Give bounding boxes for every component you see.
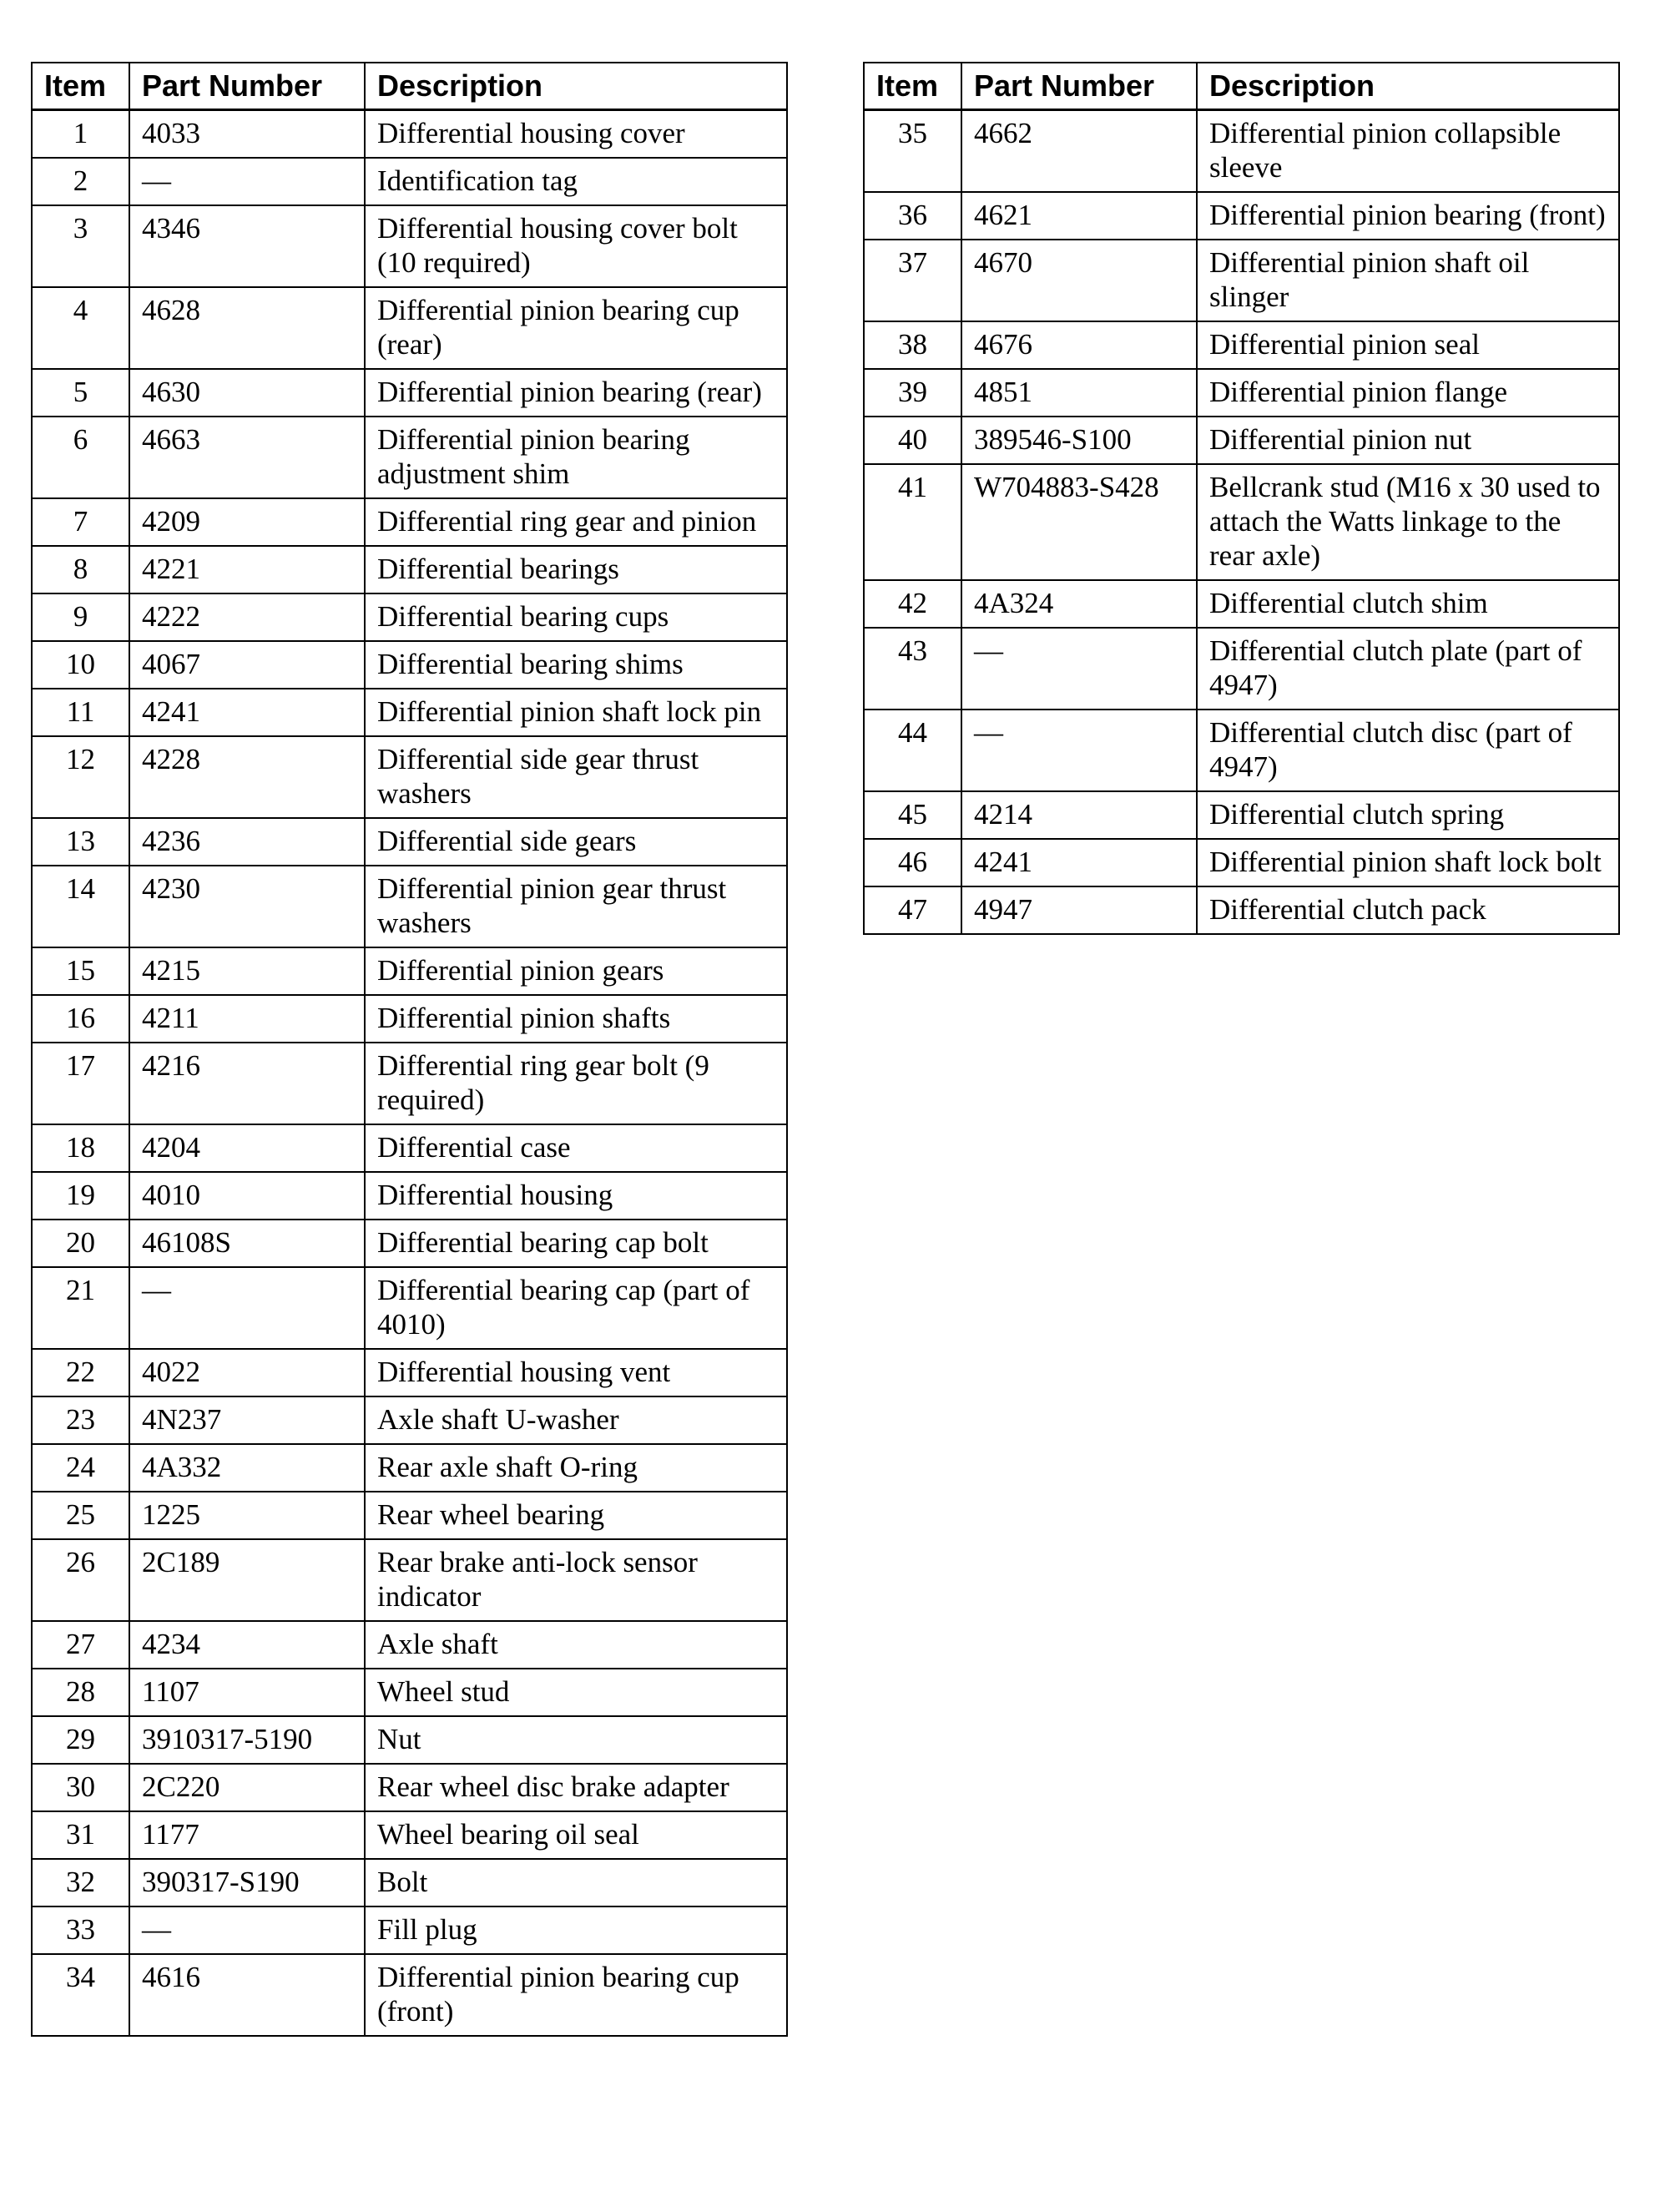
part-number-cell: 4216 bbox=[129, 1043, 365, 1124]
part-number-cell: — bbox=[961, 628, 1197, 710]
table-row bbox=[864, 464, 1619, 580]
part-number-cell: 46108S bbox=[129, 1220, 365, 1267]
part-number-cell: 4346 bbox=[129, 205, 365, 287]
item-cell: 7 bbox=[32, 498, 129, 546]
part-number-cell: 4010 bbox=[129, 1172, 365, 1220]
description-cell: Rear axle shaft O-ring bbox=[365, 1444, 787, 1492]
table-header-row bbox=[32, 63, 787, 110]
description-cell: Differential pinion bearing adjustment shim bbox=[365, 417, 787, 498]
table-body-right bbox=[864, 110, 1619, 935]
part-number-cell: 390317-S190 bbox=[129, 1859, 365, 1906]
item-cell: 9 bbox=[32, 593, 129, 641]
description-cell: Differential side gears bbox=[365, 818, 787, 866]
table-row bbox=[864, 791, 1619, 839]
item-cell: 3 bbox=[32, 205, 129, 287]
item-cell: 12 bbox=[32, 736, 129, 818]
item-cell: 17 bbox=[32, 1043, 129, 1124]
item-cell: 5 bbox=[32, 369, 129, 417]
description-cell: Differential housing cover bolt (10 required) bbox=[365, 205, 787, 287]
table-row bbox=[32, 498, 787, 546]
item-cell: 23 bbox=[32, 1396, 129, 1444]
part-number-cell: 4241 bbox=[961, 839, 1197, 886]
item-cell: 25 bbox=[32, 1492, 129, 1539]
part-number-cell: — bbox=[129, 1267, 365, 1349]
item-cell: 47 bbox=[864, 886, 961, 934]
item-cell: 22 bbox=[32, 1349, 129, 1396]
table-row bbox=[864, 417, 1619, 464]
item-cell: 10 bbox=[32, 641, 129, 689]
item-cell: 40 bbox=[864, 417, 961, 464]
item-cell: 18 bbox=[32, 1124, 129, 1172]
part-number-cell: 1225 bbox=[129, 1492, 365, 1539]
table-row bbox=[32, 1220, 787, 1267]
table-row bbox=[32, 1444, 787, 1492]
part-number-cell: 1107 bbox=[129, 1669, 365, 1716]
item-cell: 16 bbox=[32, 995, 129, 1043]
part-number-cell: 4241 bbox=[129, 689, 365, 736]
item-column-header: Item bbox=[32, 63, 129, 110]
part-number-cell: 4N237 bbox=[129, 1396, 365, 1444]
item-cell: 11 bbox=[32, 689, 129, 736]
part-number-column-header: Part Number bbox=[129, 63, 365, 110]
description-cell: Differential pinion shaft lock bolt bbox=[1197, 839, 1619, 886]
part-number-cell: 4022 bbox=[129, 1349, 365, 1396]
item-cell: 32 bbox=[32, 1859, 129, 1906]
description-cell: Differential clutch plate (part of 4947) bbox=[1197, 628, 1619, 710]
table-row bbox=[32, 866, 787, 947]
table-row bbox=[32, 818, 787, 866]
table-row bbox=[32, 110, 787, 159]
description-cell: Differential pinion shaft oil slinger bbox=[1197, 240, 1619, 321]
table-row bbox=[32, 1396, 787, 1444]
table-row bbox=[32, 1043, 787, 1124]
description-column-header: Description bbox=[365, 63, 787, 110]
table-row bbox=[32, 287, 787, 369]
description-cell: Differential housing bbox=[365, 1172, 787, 1220]
table-row bbox=[864, 710, 1619, 791]
description-cell: Differential bearing cups bbox=[365, 593, 787, 641]
part-number-cell: 4204 bbox=[129, 1124, 365, 1172]
part-number-cell: 4A332 bbox=[129, 1444, 365, 1492]
description-cell: Bolt bbox=[365, 1859, 787, 1906]
item-cell: 34 bbox=[32, 1954, 129, 2036]
description-cell: Differential bearing shims bbox=[365, 641, 787, 689]
table-header-row bbox=[864, 63, 1619, 110]
table-row bbox=[32, 1716, 787, 1764]
description-cell: Nut bbox=[365, 1716, 787, 1764]
part-number-cell: 4067 bbox=[129, 641, 365, 689]
item-cell: 46 bbox=[864, 839, 961, 886]
description-cell: Differential bearing cap (part of 4010) bbox=[365, 1267, 787, 1349]
part-number-cell: 4215 bbox=[129, 947, 365, 995]
item-cell: 29 bbox=[32, 1716, 129, 1764]
table-row bbox=[32, 1669, 787, 1716]
item-cell: 43 bbox=[864, 628, 961, 710]
table-row bbox=[32, 689, 787, 736]
description-cell: Differential ring gear and pinion bbox=[365, 498, 787, 546]
item-cell: 27 bbox=[32, 1621, 129, 1669]
description-cell: Wheel bearing oil seal bbox=[365, 1811, 787, 1859]
table-row bbox=[32, 369, 787, 417]
table-row bbox=[864, 321, 1619, 369]
part-number-cell: 4230 bbox=[129, 866, 365, 947]
table-row bbox=[32, 995, 787, 1043]
item-cell: 8 bbox=[32, 546, 129, 593]
table-row bbox=[32, 158, 787, 205]
parts-table-left bbox=[31, 62, 788, 2037]
item-cell: 33 bbox=[32, 1906, 129, 1954]
part-number-cell: 1177 bbox=[129, 1811, 365, 1859]
part-number-cell: 4663 bbox=[129, 417, 365, 498]
item-cell: 35 bbox=[864, 110, 961, 193]
item-cell: 39 bbox=[864, 369, 961, 417]
description-cell: Differential clutch shim bbox=[1197, 580, 1619, 628]
part-number-cell: — bbox=[129, 1906, 365, 1954]
part-number-cell: 4209 bbox=[129, 498, 365, 546]
item-cell: 15 bbox=[32, 947, 129, 995]
description-cell: Differential case bbox=[365, 1124, 787, 1172]
description-cell: Differential ring gear bolt (9 required) bbox=[365, 1043, 787, 1124]
item-cell: 37 bbox=[864, 240, 961, 321]
table-row bbox=[32, 546, 787, 593]
description-cell: Rear brake anti-lock sensor indicator bbox=[365, 1539, 787, 1621]
table-row bbox=[32, 736, 787, 818]
table-row bbox=[864, 839, 1619, 886]
description-cell: Differential housing cover bbox=[365, 110, 787, 159]
item-cell: 38 bbox=[864, 321, 961, 369]
description-cell: Differential clutch spring bbox=[1197, 791, 1619, 839]
item-cell: 26 bbox=[32, 1539, 129, 1621]
part-number-cell: 4222 bbox=[129, 593, 365, 641]
item-cell: 19 bbox=[32, 1172, 129, 1220]
description-cell: Differential clutch disc (part of 4947) bbox=[1197, 710, 1619, 791]
part-number-cell: 4662 bbox=[961, 110, 1197, 193]
description-cell: Differential pinion shafts bbox=[365, 995, 787, 1043]
part-number-cell: 4234 bbox=[129, 1621, 365, 1669]
table-row bbox=[864, 628, 1619, 710]
table-row bbox=[32, 1764, 787, 1811]
item-cell: 36 bbox=[864, 192, 961, 240]
description-cell: Differential pinion collapsible sleeve bbox=[1197, 110, 1619, 193]
description-cell: Differential pinion bearing cup (front) bbox=[365, 1954, 787, 2036]
part-number-cell: — bbox=[129, 158, 365, 205]
table-row bbox=[32, 1811, 787, 1859]
table-row bbox=[864, 240, 1619, 321]
part-number-cell: 4670 bbox=[961, 240, 1197, 321]
part-number-cell: 4676 bbox=[961, 321, 1197, 369]
description-cell: Differential clutch pack bbox=[1197, 886, 1619, 934]
table-row bbox=[864, 110, 1619, 193]
item-cell: 45 bbox=[864, 791, 961, 839]
table-row bbox=[32, 417, 787, 498]
description-column-header: Description bbox=[1197, 63, 1619, 110]
description-cell: Wheel stud bbox=[365, 1669, 787, 1716]
table-row bbox=[864, 369, 1619, 417]
part-number-cell: 4033 bbox=[129, 110, 365, 159]
part-number-cell: 4211 bbox=[129, 995, 365, 1043]
description-cell: Differential bearings bbox=[365, 546, 787, 593]
description-cell: Differential pinion gear thrust washers bbox=[365, 866, 787, 947]
table-row bbox=[864, 886, 1619, 934]
part-number-cell: 4236 bbox=[129, 818, 365, 866]
table-row bbox=[32, 1954, 787, 2036]
table-row bbox=[32, 1859, 787, 1906]
table-row bbox=[32, 205, 787, 287]
item-cell: 41 bbox=[864, 464, 961, 580]
description-cell: Differential pinion gears bbox=[365, 947, 787, 995]
description-cell: Fill plug bbox=[365, 1906, 787, 1954]
part-number-cell: W704883-S428 bbox=[961, 464, 1197, 580]
item-cell: 13 bbox=[32, 818, 129, 866]
description-cell: Rear wheel bearing bbox=[365, 1492, 787, 1539]
part-number-cell: 4221 bbox=[129, 546, 365, 593]
description-cell: Differential pinion flange bbox=[1197, 369, 1619, 417]
part-number-column-header: Part Number bbox=[961, 63, 1197, 110]
table-body-left bbox=[32, 110, 787, 2037]
description-cell: Differential pinion shaft lock pin bbox=[365, 689, 787, 736]
part-number-cell: 4628 bbox=[129, 287, 365, 369]
part-number-cell: 4947 bbox=[961, 886, 1197, 934]
part-number-cell: 2C220 bbox=[129, 1764, 365, 1811]
item-cell: 28 bbox=[32, 1669, 129, 1716]
item-cell: 31 bbox=[32, 1811, 129, 1859]
part-number-cell: 389546-S100 bbox=[961, 417, 1197, 464]
part-number-cell: 4621 bbox=[961, 192, 1197, 240]
item-cell: 1 bbox=[32, 110, 129, 159]
table-row bbox=[32, 1267, 787, 1349]
description-cell: Rear wheel disc brake adapter bbox=[365, 1764, 787, 1811]
description-cell: Differential pinion nut bbox=[1197, 417, 1619, 464]
description-cell: Differential housing vent bbox=[365, 1349, 787, 1396]
item-cell: 4 bbox=[32, 287, 129, 369]
table-row bbox=[32, 1621, 787, 1669]
table-row bbox=[864, 192, 1619, 240]
table-row bbox=[32, 947, 787, 995]
part-number-cell: 4214 bbox=[961, 791, 1197, 839]
item-cell: 24 bbox=[32, 1444, 129, 1492]
item-cell: 6 bbox=[32, 417, 129, 498]
description-cell: Axle shaft bbox=[365, 1621, 787, 1669]
part-number-cell: 2C189 bbox=[129, 1539, 365, 1621]
item-cell: 20 bbox=[32, 1220, 129, 1267]
table-row bbox=[32, 641, 787, 689]
item-cell: 44 bbox=[864, 710, 961, 791]
item-cell: 21 bbox=[32, 1267, 129, 1349]
part-number-cell: 3910317-5190 bbox=[129, 1716, 365, 1764]
part-number-cell: 4630 bbox=[129, 369, 365, 417]
description-cell: Identification tag bbox=[365, 158, 787, 205]
description-cell: Differential pinion bearing (front) bbox=[1197, 192, 1619, 240]
table-row bbox=[32, 593, 787, 641]
description-cell: Bellcrank stud (M16 x 30 used to attach the Watts linkage to the rear axle) bbox=[1197, 464, 1619, 580]
description-cell: Differential pinion bearing cup (rear) bbox=[365, 287, 787, 369]
part-number-cell: 4A324 bbox=[961, 580, 1197, 628]
description-cell: Differential bearing cap bolt bbox=[365, 1220, 787, 1267]
table-row bbox=[32, 1124, 787, 1172]
table-row bbox=[864, 580, 1619, 628]
item-cell: 2 bbox=[32, 158, 129, 205]
description-cell: Differential pinion bearing (rear) bbox=[365, 369, 787, 417]
table-row bbox=[32, 1349, 787, 1396]
part-number-cell: 4616 bbox=[129, 1954, 365, 2036]
part-number-cell: 4851 bbox=[961, 369, 1197, 417]
item-cell: 42 bbox=[864, 580, 961, 628]
description-cell: Axle shaft U-washer bbox=[365, 1396, 787, 1444]
table-row bbox=[32, 1172, 787, 1220]
table-row bbox=[32, 1539, 787, 1621]
table-row bbox=[32, 1492, 787, 1539]
part-number-cell: 4228 bbox=[129, 736, 365, 818]
parts-table-right bbox=[863, 62, 1620, 935]
part-number-cell: — bbox=[961, 710, 1197, 791]
table-row bbox=[32, 1906, 787, 1954]
description-cell: Differential side gear thrust washers bbox=[365, 736, 787, 818]
description-cell: Differential pinion seal bbox=[1197, 321, 1619, 369]
item-cell: 30 bbox=[32, 1764, 129, 1811]
item-cell: 14 bbox=[32, 866, 129, 947]
item-column-header: Item bbox=[864, 63, 961, 110]
